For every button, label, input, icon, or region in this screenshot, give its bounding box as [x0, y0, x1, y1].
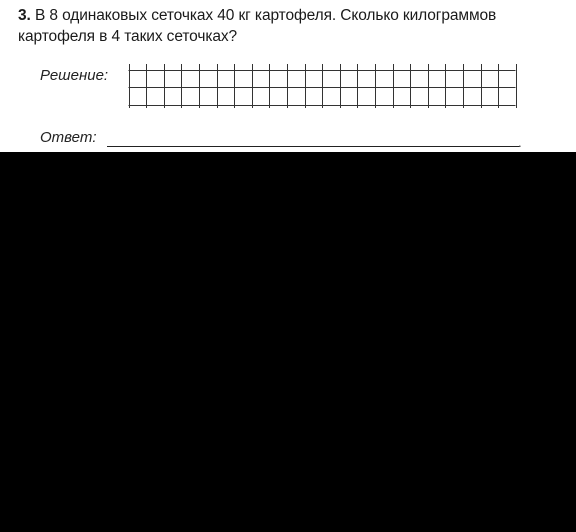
task-statement — [18, 5, 563, 47]
worksheet-page — [0, 0, 576, 152]
answer-field[interactable] — [107, 146, 519, 147]
answer-end-mark: . — [518, 135, 522, 150]
solution-label: Решение: — [40, 67, 109, 84]
black-area — [0, 152, 576, 532]
task-text: В 8 одинаковых сеточках 40 кг картофеля. Сколько килограммов картофеля в 4 таких сеточках? — [18, 7, 497, 45]
task-number: 3. — [18, 7, 31, 24]
answer-label: Ответ: — [40, 129, 97, 146]
solution-grid[interactable] — [128, 64, 526, 108]
